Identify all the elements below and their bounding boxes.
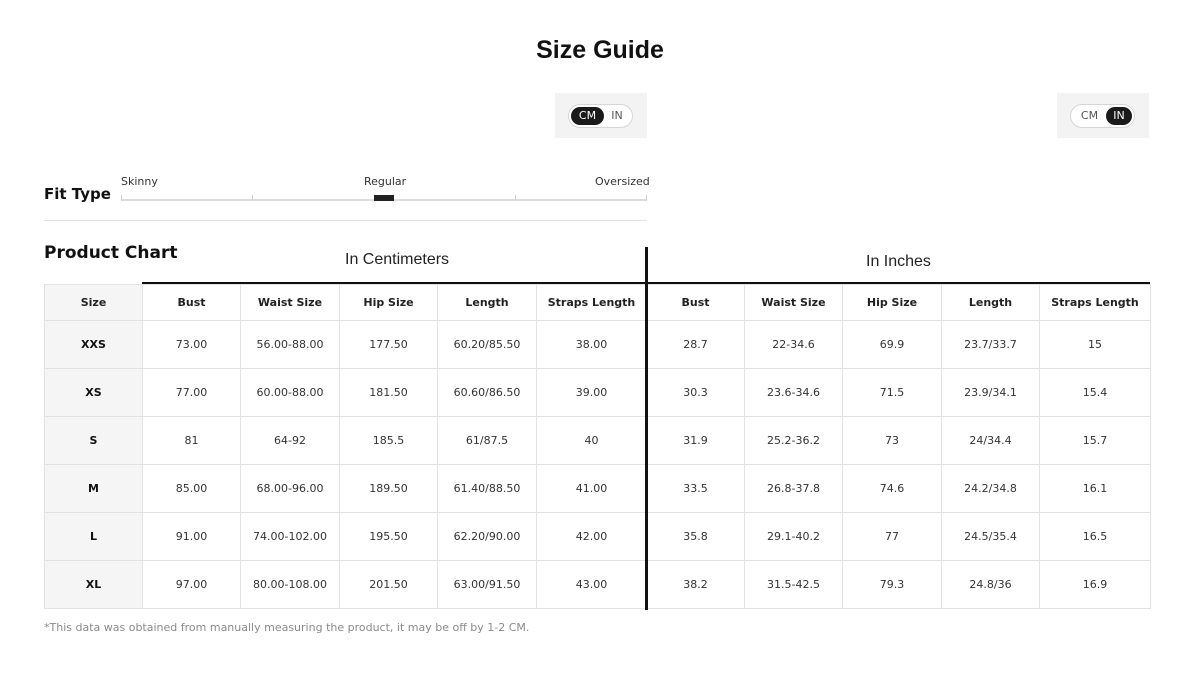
table-cell: 60.20/85.50 bbox=[438, 321, 537, 369]
table-cell: 29.1-40.2 bbox=[745, 513, 843, 561]
size-cell: S bbox=[45, 417, 143, 465]
fit-type-title: Fit Type bbox=[44, 185, 111, 203]
table-cell: 68.00-96.00 bbox=[241, 465, 340, 513]
table-cell: 40 bbox=[537, 417, 647, 465]
header-cm-length: Length bbox=[438, 285, 537, 321]
header-cm-hip: Hip Size bbox=[340, 285, 438, 321]
table-cell: 77.00 bbox=[143, 369, 241, 417]
table-cell: 85.00 bbox=[143, 465, 241, 513]
header-in-hip: Hip Size bbox=[843, 285, 942, 321]
size-cell: XL bbox=[45, 561, 143, 609]
fit-scale-marker bbox=[374, 195, 394, 201]
table-cell: 23.9/34.1 bbox=[942, 369, 1040, 417]
table-cell: 195.50 bbox=[340, 513, 438, 561]
table-cell: 181.50 bbox=[340, 369, 438, 417]
section-divider bbox=[44, 220, 647, 221]
header-in-bust: Bust bbox=[647, 285, 745, 321]
table-cell: 201.50 bbox=[340, 561, 438, 609]
table-cell: 69.9 bbox=[843, 321, 942, 369]
table-cell: 43.00 bbox=[537, 561, 647, 609]
table-cell: 15 bbox=[1040, 321, 1151, 369]
unit-toggle bbox=[1070, 104, 1135, 128]
fit-scale-tick bbox=[252, 195, 253, 200]
table-cell: 97.00 bbox=[143, 561, 241, 609]
size-cell: XS bbox=[45, 369, 143, 417]
fit-option-skinny: Skinny bbox=[121, 175, 158, 188]
table-cell: 15.7 bbox=[1040, 417, 1151, 465]
cm-group-title: In Centimeters bbox=[345, 251, 450, 268]
table-cell: 56.00-88.00 bbox=[241, 321, 340, 369]
table-cell: 189.50 bbox=[340, 465, 438, 513]
header-in-length: Length bbox=[942, 285, 1040, 321]
table-cell: 30.3 bbox=[647, 369, 745, 417]
table-cell: 77 bbox=[843, 513, 942, 561]
table-cell: 16.9 bbox=[1040, 561, 1151, 609]
table-cell: 79.3 bbox=[843, 561, 942, 609]
table-row bbox=[45, 561, 1151, 609]
unit-cm-option[interactable]: CM bbox=[1080, 109, 1099, 122]
table-row bbox=[45, 369, 1151, 417]
table-row bbox=[45, 513, 1151, 561]
fit-scale-tick bbox=[121, 195, 122, 200]
fit-scale-tick bbox=[646, 195, 647, 200]
table-cell: 185.5 bbox=[340, 417, 438, 465]
unit-in-option[interactable]: IN bbox=[1106, 107, 1132, 125]
table-cell: 26.8-37.8 bbox=[745, 465, 843, 513]
table-cell: 31.9 bbox=[647, 417, 745, 465]
size-cell: L bbox=[45, 513, 143, 561]
table-cell: 61.40/88.50 bbox=[438, 465, 537, 513]
table-cell: 71.5 bbox=[843, 369, 942, 417]
table-cell: 61/87.5 bbox=[438, 417, 537, 465]
table-cell: 24.8/36 bbox=[942, 561, 1040, 609]
unit-toggle-panel-in bbox=[1057, 93, 1149, 138]
table-cell: 39.00 bbox=[537, 369, 647, 417]
measurement-footnote: *This data was obtained from manually measuring the product, it may be off by 1-2 CM. bbox=[44, 621, 530, 634]
unit-group-divider bbox=[645, 247, 648, 610]
table-cell: 16.5 bbox=[1040, 513, 1151, 561]
table-row bbox=[45, 417, 1151, 465]
unit-toggle bbox=[568, 104, 633, 128]
table-cell: 24.2/34.8 bbox=[942, 465, 1040, 513]
table-cell: 33.5 bbox=[647, 465, 745, 513]
table-cell: 91.00 bbox=[143, 513, 241, 561]
table-cell: 81 bbox=[143, 417, 241, 465]
table-cell: 23.6-34.6 bbox=[745, 369, 843, 417]
table-cell: 63.00/91.50 bbox=[438, 561, 537, 609]
table-cell: 38.00 bbox=[537, 321, 647, 369]
table-cell: 62.20/90.00 bbox=[438, 513, 537, 561]
table-cell: 23.7/33.7 bbox=[942, 321, 1040, 369]
header-cm-waist: Waist Size bbox=[241, 285, 340, 321]
header-in-straps: Straps Length bbox=[1040, 285, 1151, 321]
size-cell: M bbox=[45, 465, 143, 513]
table-cell: 24.5/35.4 bbox=[942, 513, 1040, 561]
table-cell: 35.8 bbox=[647, 513, 745, 561]
table-cell: 42.00 bbox=[537, 513, 647, 561]
table-cell: 41.00 bbox=[537, 465, 647, 513]
table-header-row bbox=[45, 285, 1151, 321]
header-in-waist: Waist Size bbox=[745, 285, 843, 321]
fit-option-regular: Regular bbox=[364, 175, 407, 188]
table-cell: 80.00-108.00 bbox=[241, 561, 340, 609]
unit-in-option[interactable]: IN bbox=[611, 109, 623, 122]
table-cell: 177.50 bbox=[340, 321, 438, 369]
table-cell: 28.7 bbox=[647, 321, 745, 369]
table-row bbox=[45, 465, 1151, 513]
size-table bbox=[44, 284, 1151, 609]
table-cell: 73 bbox=[843, 417, 942, 465]
unit-cm-option[interactable]: CM bbox=[571, 107, 604, 125]
table-cell: 22-34.6 bbox=[745, 321, 843, 369]
table-cell: 16.1 bbox=[1040, 465, 1151, 513]
product-chart-title: Product Chart bbox=[44, 243, 178, 263]
table-cell: 24/34.4 bbox=[942, 417, 1040, 465]
table-cell: 25.2-36.2 bbox=[745, 417, 843, 465]
table-cell: 64-92 bbox=[241, 417, 340, 465]
table-cell: 38.2 bbox=[647, 561, 745, 609]
fit-option-oversized: Oversized bbox=[595, 175, 650, 188]
table-cell: 74.6 bbox=[843, 465, 942, 513]
fit-scale-tick bbox=[515, 195, 516, 200]
in-group-title: In Inches bbox=[866, 253, 931, 270]
table-cell: 31.5-42.5 bbox=[745, 561, 843, 609]
unit-toggle-panel-cm bbox=[555, 93, 647, 138]
header-cm-straps: Straps Length bbox=[537, 285, 647, 321]
table-row bbox=[45, 321, 1151, 369]
size-cell: XXS bbox=[45, 321, 143, 369]
header-size: Size bbox=[45, 285, 143, 321]
table-cell: 60.00-88.00 bbox=[241, 369, 340, 417]
table-cell: 60.60/86.50 bbox=[438, 369, 537, 417]
page-title: Size Guide bbox=[536, 36, 664, 64]
table-cell: 73.00 bbox=[143, 321, 241, 369]
table-cell: 74.00-102.00 bbox=[241, 513, 340, 561]
table-cell: 15.4 bbox=[1040, 369, 1151, 417]
header-cm-bust: Bust bbox=[143, 285, 241, 321]
